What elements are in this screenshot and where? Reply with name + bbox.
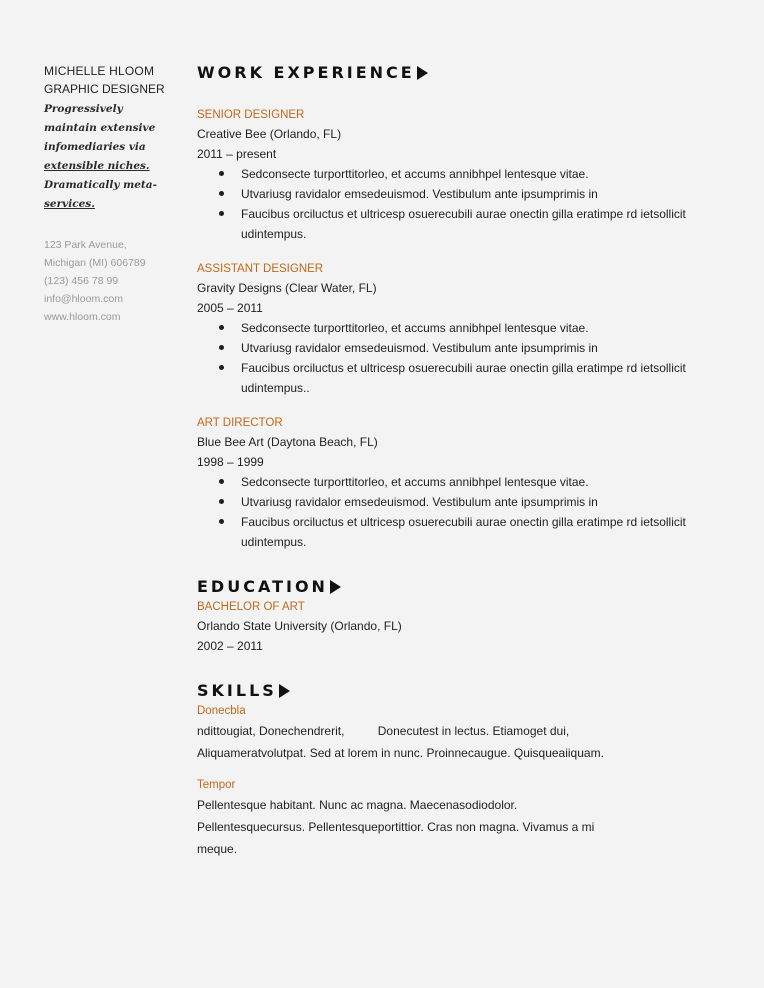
education-heading: EDUCATION [197,576,717,598]
skill-group-title: Donecbla [197,705,246,717]
job-title: SENIOR DESIGNER [197,109,305,121]
job-entry [197,414,717,552]
tagline-line: infomediaries via [44,141,146,153]
education-dates: 2002 – 2011 [197,639,263,653]
triangle-arrow-icon [279,684,290,698]
contact-info [44,236,184,326]
tagline-line: services. [44,198,95,210]
education-entry [197,598,717,656]
bullet-icon [219,171,224,176]
candidate-name: MICHELLE HLOOM [44,64,155,78]
skill-line: Pellentesquecursus. Pellentesqueportittior. Cras non magna. Vivamus a mi [197,820,595,834]
candidate-role: GRAPHIC DESIGNER [44,82,165,96]
list-item: Sedconsecte turporttitorleo, et accums annibhpel lentesque vitae. [219,164,717,184]
skill-line: meque. [197,842,238,856]
school-name: Orlando State University (Orlando, FL) [197,619,402,633]
address-line: 123 Park Avenue, [44,239,127,251]
skill-group [197,702,717,764]
main-content [197,62,717,860]
list-item: Utvariusg ravidalor emsedeuismod. Vestibulum ante ipsumprimis in [219,492,717,512]
skill-line: Aliquameratvolutpat. Sed at lorem in nunc. Proinnecaugue. Quisqueaiiquam. [197,746,604,760]
triangle-arrow-icon [330,580,341,594]
job-entry [197,106,717,244]
email-link[interactable]: info@hloom.com [44,293,123,305]
job-company: Creative Bee (Orlando, FL) [197,127,342,141]
sidebar [44,62,184,326]
bullet-icon [219,325,224,330]
skills-heading: SKILLS [197,680,717,702]
list-item: Sedconsecte turporttitorleo, et accums annibhpel lentesque vitae. [219,318,717,338]
list-item: Faucibus orciluctus et ultricesp osuerecubili aurae onectin gilla eratimpe rd ietsollicit udintempus. [219,512,717,552]
job-title: ART DIRECTOR [197,417,283,429]
job-company: Blue Bee Art (Daytona Beach, FL) [197,435,378,449]
tagline-line: Progressively [44,103,123,115]
website-link[interactable]: www.hloom.com [44,311,121,323]
list-item: Sedconsecte turporttitorleo, et accums annibhpel lentesque vitae. [219,472,717,492]
list-item: Utvariusg ravidalor emsedeuismod. Vestibulum ante ipsumprimis in [219,338,717,358]
tagline-line: Dramatically meta- [44,179,157,191]
phone: (123) 456 78 99 [44,275,119,287]
degree-title: BACHELOR OF ART [197,601,305,613]
job-bullets [197,164,717,244]
bullet-icon [219,345,224,350]
skill-line: ndittougiat, Donechendrerit, Donecutest in lectus. Etiamoget dui, [197,724,570,738]
triangle-arrow-icon [417,66,428,80]
list-item: Faucibus orciluctus et ultricesp osuerecubili aurae onectin gilla eratimpe rd ietsollicit udintempus.. [219,358,717,398]
job-company: Gravity Designs (Clear Water, FL) [197,281,377,295]
bullet-icon [219,191,224,196]
list-item: Utvariusg ravidalor emsedeuismod. Vestibulum ante ipsumprimis in [219,184,717,204]
tagline [44,100,184,214]
tagline-line: maintain extensive [44,122,156,134]
skill-line: Pellentesque habitant. Nunc ac magna. Maecenasodiodolor. [197,798,518,812]
tagline-line: extensible niches. [44,160,150,172]
skill-group-title: Tempor [197,779,236,791]
list-item: Faucibus orciluctus et ultricesp osuerecubili aurae onectin gilla eratimpe rd ietsollicit udintempus. [219,204,717,244]
bullet-icon [219,499,224,504]
job-bullets [197,472,717,552]
skill-group [197,776,717,860]
bullet-icon [219,479,224,484]
bullet-icon [219,519,224,524]
job-entry [197,260,717,398]
job-dates: 2011 – present [197,147,277,161]
job-dates: 2005 – 2011 [197,301,263,315]
job-dates: 1998 – 1999 [197,455,264,469]
bullet-icon [219,211,224,216]
job-bullets [197,318,717,398]
address-line: Michigan (MI) 606789 [44,257,146,269]
bullet-icon [219,365,224,370]
work-heading: WORK EXPERIENCE [197,62,717,84]
job-title: ASSISTANT DESIGNER [197,263,324,275]
